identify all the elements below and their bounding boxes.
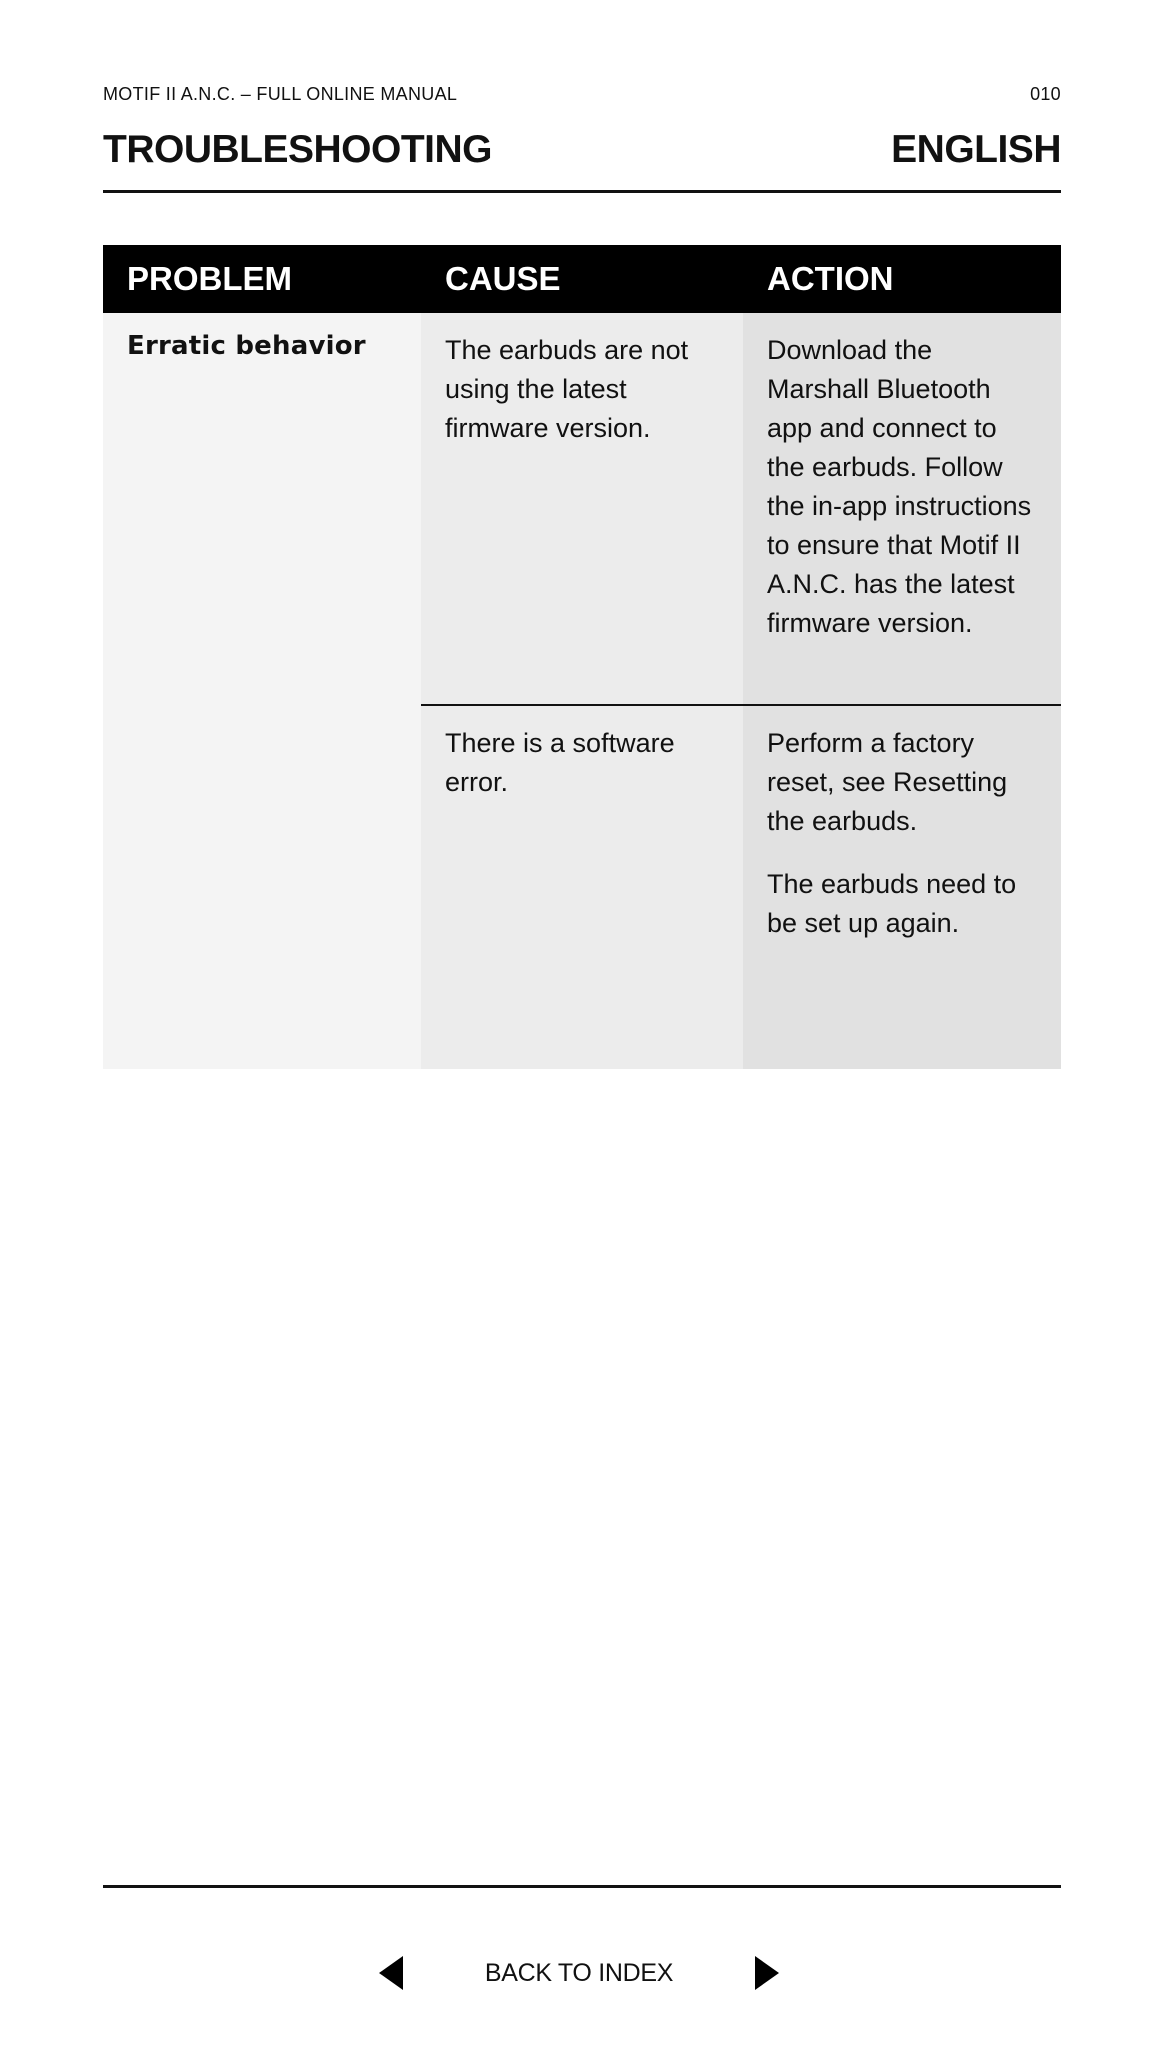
cause-cell: There is a software error. xyxy=(421,706,743,1069)
action-text: The earbuds need to be set up again. xyxy=(767,869,1017,938)
cause-action-group xyxy=(421,313,1061,1069)
action-cell xyxy=(743,706,1061,1069)
triangle-right-icon[interactable] xyxy=(755,1956,779,1990)
header-cause: CAUSE xyxy=(445,260,561,297)
language-label: ENGLISH xyxy=(891,128,1061,171)
problem-cell: Erratic behavior xyxy=(103,313,421,1069)
section-title: TROUBLESHOOTING xyxy=(103,128,492,171)
footer-navigation xyxy=(0,1953,1158,1993)
header-divider xyxy=(103,190,1061,193)
header-action: ACTION xyxy=(767,260,894,297)
cause-cell: The earbuds are not using the latest firmware version. xyxy=(421,313,743,704)
page-header xyxy=(103,128,1061,172)
table-body xyxy=(103,313,1061,1069)
table-header xyxy=(103,245,1061,313)
triangle-left-icon[interactable] xyxy=(379,1956,403,1990)
footer-divider xyxy=(103,1885,1061,1888)
action-text: Download the Marshall Bluetooth app and connect to the earbuds. Follow the in-app instructions to ensure that Motif II A.N.C. has the latest firmware version. xyxy=(767,335,1032,638)
troubleshooting-table xyxy=(103,245,1061,1069)
table-row xyxy=(421,313,1061,706)
action-text: Perform a factory reset, see Resetting the earbuds. xyxy=(767,728,1008,836)
back-to-index-link[interactable]: BACK TO INDEX xyxy=(484,1958,674,1987)
page-number: 010 xyxy=(1030,84,1061,104)
page-meta xyxy=(103,84,1061,105)
manual-title: MOTIF II A.N.C. – FULL ONLINE MANUAL xyxy=(103,84,458,104)
table-row xyxy=(421,706,1061,1069)
action-cell xyxy=(743,313,1061,704)
header-problem: PROBLEM xyxy=(127,260,292,297)
